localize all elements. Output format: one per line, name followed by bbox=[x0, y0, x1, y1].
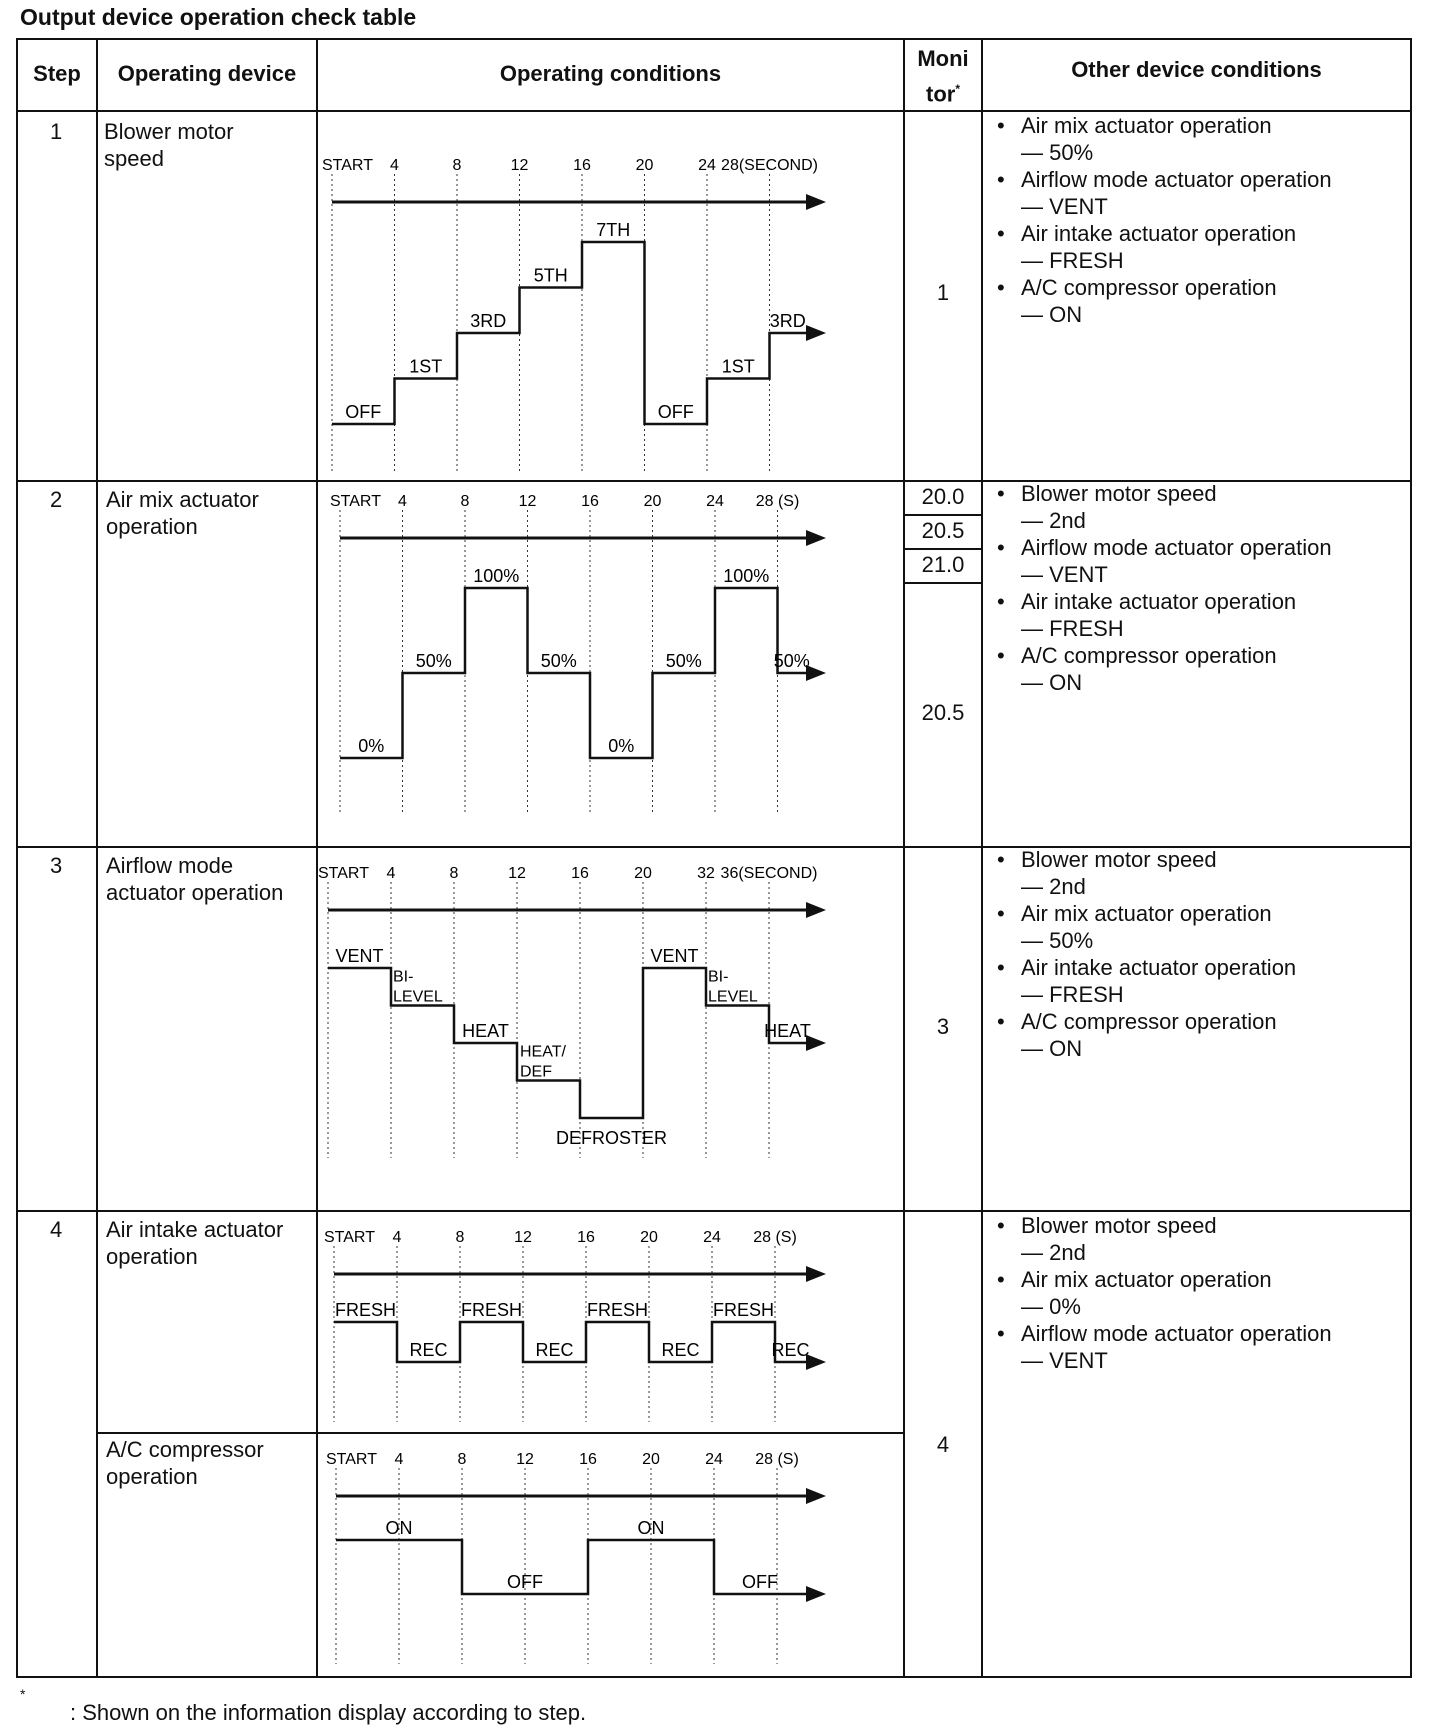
state-label: HEAT bbox=[462, 1021, 509, 1041]
state-label: LEVEL bbox=[708, 988, 758, 1006]
state-label: FRESH bbox=[460, 1300, 523, 1320]
device-name-line: Blower motor bbox=[104, 119, 234, 144]
blower-speed-timing-chart bbox=[318, 112, 903, 480]
state-label: LEVEL bbox=[393, 988, 443, 1006]
other-condition-label: Blower motor speed bbox=[1021, 481, 1217, 506]
tick-label: 16 bbox=[577, 1229, 595, 1246]
footnote-text: : Shown on the information display according to step. bbox=[70, 1700, 587, 1725]
other-conditions-list bbox=[983, 480, 1408, 696]
state-label: FRESH bbox=[712, 1300, 775, 1320]
device-name-line: Airflow mode bbox=[106, 853, 234, 878]
arrowhead-icon bbox=[806, 1488, 826, 1504]
other-condition-label: A/C compressor operation bbox=[1021, 1009, 1277, 1034]
state-label: 0% bbox=[608, 736, 635, 756]
state-label: 100% bbox=[473, 566, 520, 586]
device-name bbox=[106, 1216, 283, 1270]
device-name-line: A/C compressor bbox=[106, 1437, 264, 1462]
arrowhead-icon bbox=[806, 1266, 826, 1282]
state-label: 1ST bbox=[409, 356, 443, 377]
arrowhead-icon bbox=[806, 325, 826, 341]
tick-label: 20 bbox=[643, 493, 662, 510]
air-mix-timing-chart bbox=[318, 482, 903, 846]
header-other: Other device conditions bbox=[1071, 57, 1322, 82]
tick-label: 28(SECOND) bbox=[721, 157, 818, 174]
device-name-line: operation bbox=[106, 1244, 198, 1269]
airflow-mode-timing-chart bbox=[318, 848, 903, 1210]
other-condition-label: Airflow mode actuator operation bbox=[1021, 535, 1332, 560]
operation-check-table bbox=[16, 38, 1412, 1678]
state-label: OFF bbox=[507, 1572, 543, 1592]
other-condition-label: Blower motor speed bbox=[1021, 1213, 1217, 1238]
state-label: REC bbox=[535, 1340, 574, 1360]
tick-label: 12 bbox=[514, 1229, 532, 1246]
other-condition-item bbox=[983, 166, 1408, 220]
air-intake-timing-chart bbox=[318, 1212, 903, 1432]
other-condition-value: — ON bbox=[1021, 1036, 1083, 1061]
tick-label: 36(SECOND) bbox=[720, 865, 818, 882]
state-label: 50% bbox=[540, 651, 577, 671]
tick-label: 28 (S) bbox=[753, 1229, 797, 1246]
state-label: FRESH bbox=[586, 1300, 649, 1320]
tick-label: 20 bbox=[635, 157, 654, 174]
state-label: DEF bbox=[520, 1063, 552, 1081]
state-label: 3RD bbox=[769, 311, 806, 331]
tick-label: START bbox=[324, 1229, 375, 1246]
monitor-divider bbox=[903, 514, 983, 516]
other-condition-value: — VENT bbox=[1021, 1348, 1108, 1373]
state-label: REC bbox=[771, 1340, 810, 1360]
state-label: OFF bbox=[345, 402, 382, 422]
state-label: VENT bbox=[650, 946, 699, 966]
state-label: BI- bbox=[708, 968, 729, 986]
other-condition-item bbox=[983, 274, 1408, 328]
monitor-divider bbox=[903, 582, 983, 584]
col-divider bbox=[96, 40, 98, 1676]
other-condition-item bbox=[983, 1008, 1408, 1062]
device-name-line: speed bbox=[104, 146, 164, 171]
monitor-value: 20.0 bbox=[921, 484, 965, 509]
state-label: 5TH bbox=[533, 265, 568, 286]
other-condition-label: Airflow mode actuator operation bbox=[1021, 167, 1332, 192]
tick-label: 20 bbox=[642, 1451, 660, 1468]
tick-label: 4 bbox=[386, 865, 396, 882]
tick-label: 8 bbox=[455, 1229, 465, 1246]
other-condition-item bbox=[983, 112, 1408, 166]
tick-label: 8 bbox=[449, 865, 459, 882]
monitor-value: 1 bbox=[936, 280, 950, 305]
state-label: 1ST bbox=[721, 356, 755, 377]
tick-label: 16 bbox=[571, 865, 589, 882]
device-name-line: operation bbox=[106, 514, 198, 539]
state-label: VENT bbox=[335, 946, 384, 966]
other-condition-label: Airflow mode actuator operation bbox=[1021, 1321, 1332, 1346]
tick-label: 12 bbox=[510, 157, 529, 174]
tick-label: START bbox=[326, 1451, 377, 1468]
other-condition-value: — VENT bbox=[1021, 194, 1108, 219]
step-number: 3 bbox=[50, 853, 63, 878]
other-condition-value: — 2nd bbox=[1021, 508, 1086, 533]
tick-label: 28 (S) bbox=[755, 493, 800, 510]
page-title: Output device operation check table bbox=[20, 4, 417, 30]
other-condition-value: — ON bbox=[1021, 302, 1083, 327]
state-label: 0% bbox=[358, 736, 385, 756]
state-label: 50% bbox=[665, 651, 702, 671]
monitor-value: 20.5 bbox=[921, 518, 965, 543]
tick-label: 4 bbox=[390, 157, 399, 174]
other-condition-label: Blower motor speed bbox=[1021, 847, 1217, 872]
tick-label: 4 bbox=[394, 1451, 404, 1468]
step-number: 4 bbox=[50, 1217, 63, 1242]
device-name-line: operation bbox=[106, 1464, 198, 1489]
header-monitor-line2: tor bbox=[926, 81, 956, 107]
other-condition-label: Air intake actuator operation bbox=[1021, 955, 1297, 980]
other-condition-value: — 50% bbox=[1021, 928, 1094, 953]
arrowhead-icon bbox=[806, 530, 826, 546]
step-waveform bbox=[332, 242, 806, 424]
device-name-line: Air mix actuator bbox=[106, 487, 259, 512]
other-condition-value: — FRESH bbox=[1021, 248, 1124, 273]
other-condition-value: — 0% bbox=[1021, 1294, 1081, 1319]
tick-label: 24 bbox=[706, 493, 724, 510]
other-condition-label: Air mix actuator operation bbox=[1021, 113, 1272, 138]
state-label: 50% bbox=[773, 651, 810, 671]
state-label: OFF bbox=[742, 1572, 778, 1592]
device-name bbox=[106, 1436, 264, 1490]
tick-label: 8 bbox=[460, 493, 470, 510]
other-condition-item bbox=[983, 480, 1408, 534]
other-conditions-list bbox=[983, 846, 1408, 1062]
header-device: Operating device bbox=[117, 61, 297, 86]
monitor-value: 4 bbox=[936, 1432, 950, 1457]
state-label: REC bbox=[661, 1340, 700, 1360]
other-condition-value: — 2nd bbox=[1021, 874, 1086, 899]
tick-label: START bbox=[318, 865, 369, 882]
device-name-line: Air intake actuator bbox=[106, 1217, 284, 1242]
state-label: 3RD bbox=[470, 311, 507, 331]
other-condition-item bbox=[983, 900, 1408, 954]
device-name bbox=[106, 486, 259, 540]
tick-label: 8 bbox=[452, 157, 462, 174]
state-label: HEAT bbox=[764, 1021, 811, 1041]
state-label: ON bbox=[385, 1518, 413, 1538]
other-condition-item bbox=[983, 534, 1408, 588]
tick-label: 16 bbox=[581, 493, 599, 510]
other-condition-item bbox=[983, 220, 1408, 274]
other-condition-item bbox=[983, 954, 1408, 1008]
device-name bbox=[106, 852, 283, 906]
tick-label: START bbox=[322, 157, 373, 174]
other-condition-item bbox=[983, 642, 1408, 696]
tick-label: 16 bbox=[579, 1451, 597, 1468]
step-waveform bbox=[336, 1540, 806, 1594]
tick-label: 12 bbox=[508, 865, 526, 882]
state-label: FRESH bbox=[334, 1300, 397, 1320]
tick-label: 16 bbox=[573, 157, 591, 174]
arrowhead-icon bbox=[806, 194, 826, 210]
tick-label: 20 bbox=[634, 865, 652, 882]
device-name bbox=[104, 118, 234, 172]
state-label: 50% bbox=[415, 651, 452, 671]
other-condition-label: Air intake actuator operation bbox=[1021, 589, 1297, 614]
header-conditions: Operating conditions bbox=[499, 61, 722, 86]
state-label: BI- bbox=[393, 968, 414, 986]
state-label: 7TH bbox=[596, 220, 631, 240]
step-waveform bbox=[340, 588, 806, 758]
compressor-timing-chart bbox=[318, 1434, 903, 1676]
other-condition-label: Air mix actuator operation bbox=[1021, 901, 1272, 926]
other-conditions-list bbox=[983, 1212, 1408, 1374]
other-condition-label: A/C compressor operation bbox=[1021, 643, 1277, 668]
other-condition-label: Air mix actuator operation bbox=[1021, 1267, 1272, 1292]
tick-label: 12 bbox=[518, 493, 537, 510]
monitor-value: 3 bbox=[936, 1014, 950, 1039]
other-conditions-list bbox=[983, 112, 1408, 328]
tick-label: 24 bbox=[698, 157, 716, 174]
monitor-value: 21.0 bbox=[921, 552, 965, 577]
arrowhead-icon bbox=[806, 1586, 826, 1602]
other-condition-item bbox=[983, 588, 1408, 642]
other-condition-item bbox=[983, 1266, 1408, 1320]
state-label: OFF bbox=[657, 402, 694, 422]
header-monitor bbox=[905, 44, 981, 109]
other-condition-label: Air intake actuator operation bbox=[1021, 221, 1297, 246]
monitor-value: 20.5 bbox=[921, 700, 965, 725]
header-monitor-mark: * bbox=[955, 82, 960, 96]
header-step: Step bbox=[33, 61, 81, 86]
step-number: 1 bbox=[50, 119, 63, 144]
other-condition-value: — FRESH bbox=[1021, 982, 1124, 1007]
other-condition-item bbox=[983, 1320, 1408, 1374]
tick-label: START bbox=[330, 493, 381, 510]
other-condition-value: — ON bbox=[1021, 670, 1083, 695]
other-condition-value: — VENT bbox=[1021, 562, 1108, 587]
tick-label: 28 (S) bbox=[755, 1451, 799, 1468]
other-condition-value: — 2nd bbox=[1021, 1240, 1086, 1265]
state-label: 100% bbox=[723, 566, 770, 586]
arrowhead-icon bbox=[806, 902, 826, 918]
tick-label: 12 bbox=[516, 1451, 534, 1468]
other-condition-value: — 50% bbox=[1021, 140, 1094, 165]
tick-label: 4 bbox=[392, 1229, 402, 1246]
state-label: DEFROSTER bbox=[555, 1128, 668, 1148]
state-label: HEAT/ bbox=[520, 1043, 566, 1061]
tick-label: 24 bbox=[705, 1451, 723, 1468]
header-monitor-line1: Moni bbox=[917, 46, 969, 71]
monitor-divider bbox=[903, 548, 983, 550]
tick-label: 8 bbox=[457, 1451, 467, 1468]
tick-label: 32 bbox=[697, 865, 715, 882]
device-name-line: actuator operation bbox=[106, 880, 284, 905]
tick-label: 20 bbox=[640, 1229, 658, 1246]
other-condition-value: — FRESH bbox=[1021, 616, 1124, 641]
tick-label: 24 bbox=[703, 1229, 721, 1246]
other-condition-item bbox=[983, 1212, 1408, 1266]
other-condition-item bbox=[983, 846, 1408, 900]
step-number: 2 bbox=[50, 487, 63, 512]
state-label: REC bbox=[409, 1340, 448, 1360]
footnote-mark: * bbox=[20, 1686, 26, 1702]
tick-label: 4 bbox=[398, 493, 407, 510]
state-label: ON bbox=[637, 1518, 665, 1538]
other-condition-label: A/C compressor operation bbox=[1021, 275, 1277, 300]
